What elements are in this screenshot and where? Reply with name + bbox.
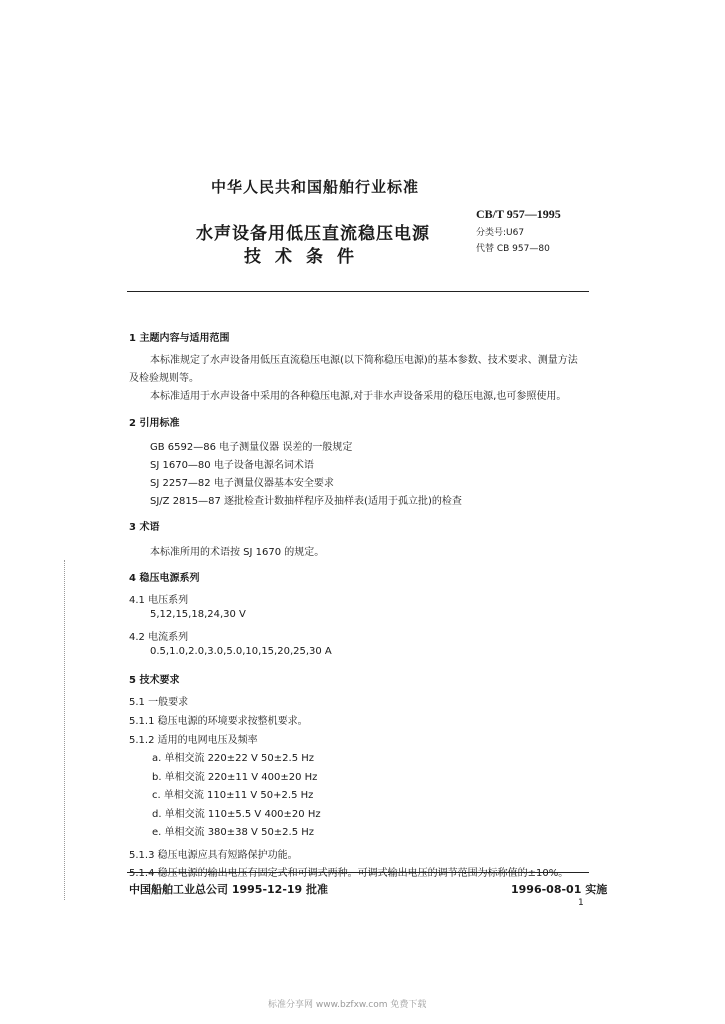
body-text-line: 5.1.3 稳压电源应具有短路保护功能。 xyxy=(129,850,298,861)
header-divider xyxy=(127,291,589,292)
body-text-line: 5.1 一般要求 xyxy=(129,697,189,708)
body-text-line: c. 单相交流 110±11 V 50+2.5 Hz xyxy=(152,790,314,801)
standard-code: CB/T 957—1995 xyxy=(476,207,561,221)
body-text-line: 4.1 电压系列 xyxy=(129,595,189,606)
document-title: 水声设备用低压直流稳压电源 xyxy=(196,224,430,244)
section-heading: 5 技术要求 xyxy=(129,675,180,686)
implementation-date: 1996-08-01 实施 xyxy=(511,883,608,896)
body-text-line: GB 6592—86 电子测量仪器 误差的一般规定 xyxy=(150,442,353,453)
body-text-line: SJ 2257—82 电子测量仪器基本安全要求 xyxy=(150,478,334,489)
issuing-body-header: 中华人民共和国船舶行业标准 xyxy=(211,178,420,196)
body-text-line: 本标准所用的术语按 SJ 1670 的规定。 xyxy=(150,547,325,558)
body-text-line: d. 单相交流 110±5.5 V 400±20 Hz xyxy=(152,809,321,820)
replaces-standard: 代替 CB 957—80 xyxy=(476,244,550,254)
section-heading: 2 引用标准 xyxy=(129,418,180,429)
document-subtitle: 技术条件 xyxy=(244,247,368,267)
body-text-line: 5.1.1 稳压电源的环境要求按整机要求。 xyxy=(129,716,308,727)
body-text-line: SJ 1670—80 电子设备电源名词术语 xyxy=(150,460,314,471)
watermark: 标准分享网 www.bzfxw.com 免费下载 xyxy=(268,1000,427,1010)
footer-divider xyxy=(127,872,589,873)
body-text-line: e. 单相交流 380±38 V 50±2.5 Hz xyxy=(152,827,315,838)
approval-info: 中国船舶工业总公司 1995-12-19 批准 xyxy=(129,883,329,896)
page-number: 1 xyxy=(578,898,584,908)
body-text-line: 本标准适用于水声设备中采用的各种稳压电源,对于非水声设备采用的稳压电源,也可参照使用。 xyxy=(150,391,567,402)
body-text-line: 5.1.4 稳压电源的输出电压有固定式和可调式两种。可调式输出电压的调节范围为标称值的±10%。 xyxy=(129,868,569,879)
body-text-line: a. 单相交流 220±22 V 50±2.5 Hz xyxy=(152,753,315,764)
scan-edge-marks xyxy=(64,560,67,900)
body-text-line: 及检验规则等。 xyxy=(129,373,199,384)
body-text-line: b. 单相交流 220±11 V 400±20 Hz xyxy=(152,772,318,783)
body-text-line: 0.5,1.0,2.0,3.0,5.0,10,15,20,25,30 A xyxy=(150,646,332,657)
body-text-line: 5.1.2 适用的电网电压及频率 xyxy=(129,735,258,746)
body-text-line: 本标准规定了水声设备用低压直流稳压电源(以下简称稳压电源)的基本参数、技术要求、测量方法 xyxy=(150,355,578,366)
body-text-line: SJ/Z 2815—87 逐批检查计数抽样程序及抽样表(适用于孤立批)的检查 xyxy=(150,496,462,507)
section-heading: 3 术语 xyxy=(129,522,160,533)
body-text-line: 5,12,15,18,24,30 V xyxy=(150,609,246,620)
section-heading: 1 主题内容与适用范围 xyxy=(129,333,230,344)
classification-number: 分类号:U67 xyxy=(476,228,525,238)
section-heading: 4 稳压电源系列 xyxy=(129,573,200,584)
body-text-line: 4.2 电流系列 xyxy=(129,632,189,643)
